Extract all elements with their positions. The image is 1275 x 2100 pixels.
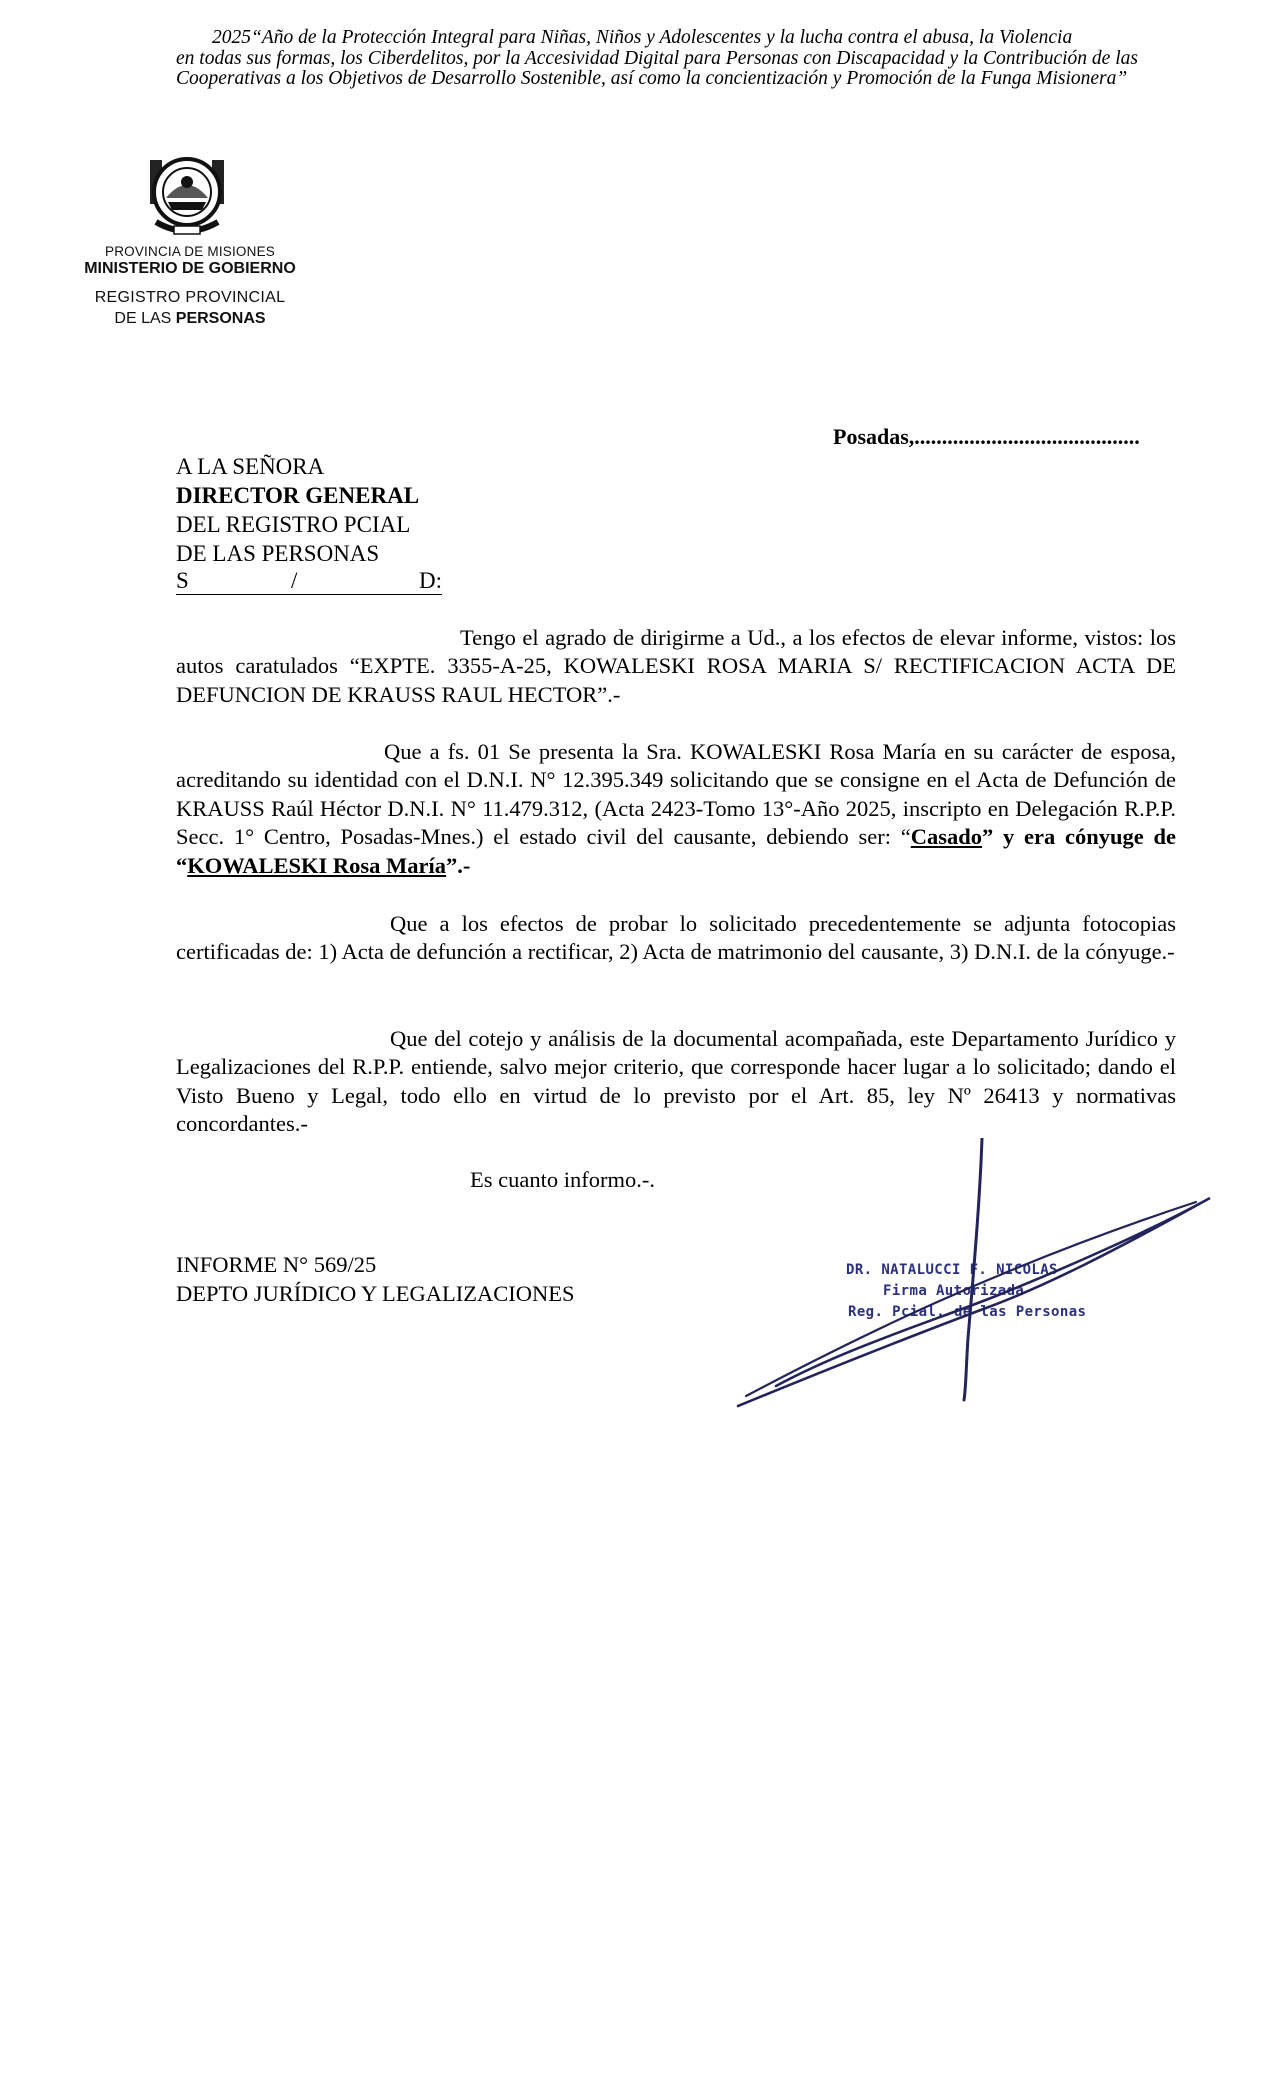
motto-line-1: 2025“Año de la Protección Integral para Niñas, Niños y Adolescentes y la lucha contra el abusa, la Violencia — [212, 27, 1073, 48]
registry-name-prefix: DE LAS — [114, 310, 172, 327]
request-end: ”.- — [446, 852, 471, 878]
addressee-line-1: A LA SEÑORA — [176, 454, 325, 479]
request-text: Que a fs. 01 Se presenta la Sra. KOWALESKI Rosa María en su carácter de esposa, acreditando su identidad con el D.N.I. N° 12.395.349 solicitando que se consigne en el Acta de Defunción de KRAUSS Raúl Héctor D.N.I. N° 11.479.312, (Acta 2423-Tomo 13°-Año 2025, inscripto en Delegación R.P.P. Secc. 1° Centro, Posadas-Mnes.) el estado civil del causante, debiendo ser: “ — [176, 739, 1176, 850]
motto-header — [176, 28, 1166, 90]
motto-continuation: en todas sus formas, los Ciberdelitos, por la Accesividad Digital para Personas con Discapacidad y la Contribución de las Cooperativas a los Objetivos de Desarrollo Sostenible, así como la concientización y Promoción de la Funga Misionera” — [176, 47, 1138, 89]
civil-status-value: Casado — [910, 824, 983, 850]
stamp-line-1: DR. NATALUCCI F. NICOLAS — [846, 1262, 1058, 1278]
province-name: PROVINCIA DE MISIONES — [105, 244, 275, 259]
place-date: Posadas,......................................... — [833, 424, 1140, 449]
provincial-crest-icon — [144, 152, 230, 242]
sd-d: D: — [419, 568, 442, 593]
paragraph-request — [176, 738, 1176, 880]
handwritten-signature — [736, 1138, 1216, 1410]
paragraph-opinion: Que del cotejo y análisis de la documental acompañada, este Departamento Jurídico y Legalizaciones del R.P.P. entiende, salvo mejor criterio, que corresponde hacer lugar a lo solicitado; dando el Visto Bueno y Legal, todo ello en virtud de lo previsto por el Art. 85, ley Nº 26413 y normativas concordantes.- — [176, 1026, 1176, 1137]
sd-slash: / — [291, 568, 298, 593]
department-name: DEPTO JURÍDICO Y LEGALIZACIONES — [176, 1281, 575, 1306]
report-number: INFORME N° 569/25 — [176, 1252, 377, 1277]
stamp-line-2: Firma Autorizada — [883, 1283, 1025, 1299]
closing-line: Es cuanto informo.-. — [470, 1167, 655, 1192]
request-connector: ” y era cónyuge de “ — [176, 824, 1176, 878]
addressee-line-2: DIRECTOR GENERAL — [176, 483, 420, 508]
ministry-name: MINISTERIO DE GOBIERNO — [84, 260, 296, 277]
paragraph-intro: Tengo el agrado de dirigirme a Ud., a los efectos de elevar informe, vistos: los autos caratulados “EXPTE. 3355-A-25, KOWALESKI ROSA MARIA S/ RECTIFICACION ACTA DE DEFUNCION DE KRAUSS RAUL HECTOR”.- — [176, 625, 1176, 707]
paragraph-attachments: Que a los efectos de probar lo solicitado precedentemente se adjunta fotocopias certificadas de: 1) Acta de defunción a rectificar, 2) Acta de matrimonio del causante, 3) D.N.I. de la cónyuge.- — [176, 911, 1176, 965]
addressee-line-3: DEL REGISTRO PCIAL — [176, 512, 411, 537]
su-despacho-line — [176, 566, 442, 595]
registry-name-bold: PERSONAS — [175, 310, 266, 327]
report-footer — [176, 1250, 575, 1308]
addressee-block — [176, 452, 419, 568]
addressee-line-4: DE LAS PERSONAS — [176, 541, 380, 566]
registry-name-line-1: REGISTRO PROVINCIAL — [94, 289, 286, 306]
spouse-name: KOWALESKI Rosa María — [187, 852, 447, 878]
stamp-line-3: Reg. Pcial. de las Personas — [848, 1304, 1087, 1320]
registry-name-line-2 — [60, 310, 320, 328]
sd-s: S — [176, 568, 189, 593]
